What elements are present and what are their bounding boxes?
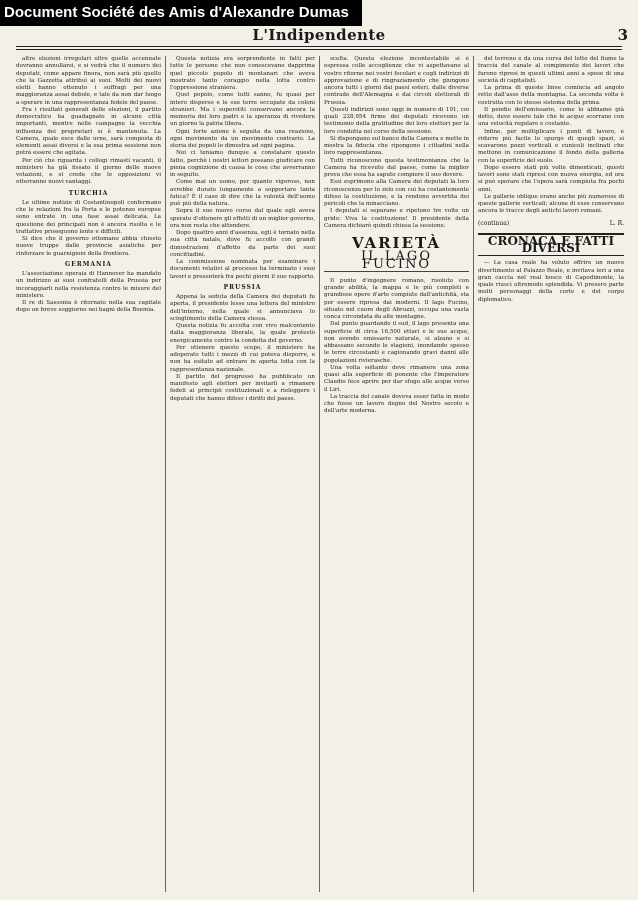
paragraph: Questi indirizzi sono oggi in numero di 191, coi quali 228,954 firme dei deputati ricevono un testimonio della gratitudine dei loro elettori per la loro condotta nel corso della sessione. bbox=[324, 106, 469, 135]
paragraph: Questa notizia fu accolta con vivo malcontento dalla maggioranza liberale, la quale protestò energicamente contro la condotta del governo. bbox=[170, 323, 315, 344]
paragraph: del terreno e da una curva del letto del fiume la traccia del canale al compimento dei lavori che furono ripresi in questi ultimi anni a spese di una società di capitalisti. bbox=[478, 56, 624, 84]
paragraph: Dal punto guardando il sud, il lago presenta una superficie di circa 16,500 ettari e le sue acque, non avendo emissario naturale, si alzano e si abbassano secondo le stagioni, inondando spesso le terre circostanti e cagionando gravi danni alle popolazioni rivierasche. bbox=[324, 321, 469, 364]
column-1 bbox=[12, 56, 166, 892]
section-heading-turkey: TURCHIA bbox=[68, 189, 109, 197]
paragraph: Tutti riconoscono questa testimonianza che la Camera ha ricevuto dal paese, come la miglior prova che essa ha saputo compiere il suo dovere. bbox=[324, 157, 469, 178]
column-3 bbox=[320, 56, 474, 892]
header-rule bbox=[16, 46, 622, 47]
section-heading-germany: GERMANIA bbox=[65, 260, 112, 268]
paragraph: Appena la seduta della Camera dei deputati fu aperta, il presidente lesse una lettera del ministro dell'interno, nella quale si annunciava lo scioglimento della Camera stessa. bbox=[170, 294, 315, 322]
watermark-banner: Document Société des Amis d'Alexandre Dumas bbox=[0, 0, 362, 26]
section-heading-cronaca: CRONACA E FATTI DIVERSI bbox=[478, 233, 624, 257]
paragraph: Dopo quattro anni d'assenza, egli è tornato nella sua città natale, dove fu accolto con grandi dimostrazioni d'affetto da parte dei suoi concittadini. bbox=[170, 230, 315, 258]
paragraph: — La casa reale ha voluto offrire un nuovo divertimento al Palazzo Reale, e invitava ieri a una gran caccia nel real bosco di Capodimonte, la quale riuscì oltremodo splendida. Vi presero parte molti personaggi della corte e del corpo diplomatico. bbox=[478, 260, 624, 303]
newspaper-columns bbox=[12, 56, 630, 892]
article-footer bbox=[478, 220, 624, 227]
paragraph: scelta. Questa elezione incontestabile si è espressa colle accoglienze che vi aspettavano al vostro ritorno nei vostri focolari e cogli indirizzi di approvazione e di ringraziamento che giungono ancora tutti i giorni dai paesi esteri, dalle diverse contrade dell'Alemagna e dai circoli elettorali di Prussia. bbox=[324, 56, 469, 106]
paragraph: Il punto d'ingegnere romano, risoluto con grande abilità, la mappa e le più completi e grandiose opere d'arte compiute dall'antichità, sta per essere ripresa dai moderni. Il lago Fucino, situato nel cuore degli Abruzzi, occupa una vasta conca circondata da alte montagne. bbox=[324, 277, 469, 320]
paragraph: Fra i risultati generali delle elezioni, il partito democratico ha guadagnato in alcune città importanti, mentre nelle campagne la vecchia influenza dei proprietari si è mantenuta. La Camera, quale esce dalle urne, sarà composta di elementi assai diversi e la sua prima sessione non potrà essere che agitata. bbox=[16, 106, 161, 157]
paragraph: Quel popolo, come tutti sanno, fu quasi per intero disperso e le sue terre occupate da coloni stranieri. Ma i superstiti conservano ancora la memoria dei loro padri e la speranza di rivedere un giorno la patria libera. bbox=[170, 92, 315, 128]
paragraph: Si dice che il governo ottomano abbia chiesto nuove truppe dalle provincie asiatiche per rinforzare le guarnigioni della frontiera. bbox=[16, 236, 161, 257]
paragraph: Noi ci teniamo dunque a constatare questo fatto, perchè i nostri lettori possano giudicare con piena cognizione di causa le cose che avverranno in seguito. bbox=[170, 150, 315, 178]
page-number: 3 bbox=[617, 26, 628, 44]
paragraph: Per ciò che riguarda i collegi rimasti vacanti, il ministero ha già fissato il giorno delle nuove votazioni, e si crede che le opposizioni vi otterranno nuovi vantaggi. bbox=[16, 157, 161, 186]
header-rule-thin bbox=[16, 49, 622, 50]
paragraph: Le gallerie oblique erano anche più numerose di queste gallerie verticali; alcune di esse conservano ancora le tracce degli antichi lavori romani. bbox=[478, 193, 624, 215]
paragraph: Per ottenere questo scopo, il ministero ha adoperato tutti i mezzi di cui poteva disporre, e non ha esitato ad entrare in aperta lotta con la rappresentanza nazionale. bbox=[170, 344, 315, 373]
paragraph: L'associazione operaia di Hannover ha mandato un indirizzo ai suoi confratelli della Prussia per incoraggiarli nella resistenza contro le misure del ministero. bbox=[16, 271, 161, 299]
paragraph: La prima di queste linee comincia ad angolo retto dall'asse della montagna. La seconda volta è costruita con lo stesso sistema della prima. bbox=[478, 85, 624, 106]
paragraph: I deputati si separano e ripetono tre volte un grido: Viva la costituzione! Il presidente della Camera dichiarò quindi chiusa la sessione. bbox=[324, 208, 469, 229]
paragraph: Una volta soltanto deve rimanere una zona quasi alla superficie di ponente che l'imperatore Claudio fece aprire per dar sfogo alle acque verso il Liri. bbox=[324, 364, 469, 393]
paragraph: Il partito del progresso ha pubblicato un manifesto agli elettori per invitarli a rimanere fedeli ai principii costituzionali e a rieleggere i deputati che hanno difeso i diritti del paese. bbox=[170, 373, 315, 402]
continued-label: (continua) bbox=[478, 219, 510, 227]
paragraph: La commissione nominata per esaminare i documenti relativi al processo ha terminato i suoi lavori e presenterà fra pochi giorni il suo rapporto. bbox=[170, 259, 315, 280]
journal-title: L'Indipendente bbox=[252, 26, 386, 44]
paragraph: Essi esprimono alla Camera dei deputati la loro riconoscenza per lo zelo con cui ha costantemente difeso la costituzione, e la rendono avvertita dei pericoli che la minacciano. bbox=[324, 179, 469, 207]
paragraph: Ogni forte azione è seguita da una reazione, ogni movimento da un movimento contrario. La storia dei popoli lo dimostra ad ogni pagina. bbox=[170, 128, 315, 149]
paragraph: Come mai un uomo, per quanto vigoroso, non avrebbe durato lungamente a sopportare tanta fatica? È il caso di dire che la volontà dell'uomo può più della natura. bbox=[170, 179, 315, 207]
paragraph: Il re di Sassonia è ritornato nella sua capitale dopo un breve soggiorno nei bagni della Boemia. bbox=[16, 300, 161, 314]
paragraph: Si dispongano sul banco della Camera e mette in mostra la fiducia che ripongono i cittadini nella loro rappresentanza. bbox=[324, 135, 469, 157]
article-title-lago-fucino: IL LAGO FUCINO bbox=[324, 253, 469, 272]
section-heading-varieta: VARIETÀ bbox=[351, 234, 441, 252]
column-4 bbox=[474, 56, 628, 892]
section-heading-prussia: PRUSSIA bbox=[223, 283, 262, 291]
paragraph: Infine, per moltiplicare i punti di lavoro, e ridurre più facile lo spurgo di quegli spazi, si scavarono pozzi verticali e cunicoli inclinati che mettono in comunicazione il fondo della galleria con la superficie del suolo. bbox=[478, 128, 624, 164]
column-2 bbox=[166, 56, 320, 892]
author-signature: L. R. bbox=[609, 219, 624, 227]
paragraph: Questa notizia era sorprendente in fatti per tutte le persone che non conoscevano dapprima quel piccolo popolo di montanari che aveva mostrato tanto coraggio nella lotta contro l'oppressione straniera. bbox=[170, 56, 315, 91]
paragraph: altre elezioni irregolari oltre quelle accennate dovranno annullarsi, e si vedrà che il numero dei deputati, come appare finora, non sarà più quello che la Gazzetta attribuì ai suoi. Molti dei nuovi eletti hanno ottenuto i suffragi per una maggioranza assai debole, e tale da non dar luogo a sperare in una rappresentanza fedele del paese. bbox=[16, 56, 161, 106]
paragraph: La traccia del canale doveva esser fatta in modo che fosse un lavoro degno del Nostro secolo e dell'arte moderna. bbox=[324, 393, 469, 415]
paragraph: Sopra il suo nuovo corso dal quale egli aveva sperato d'ottenere gli effetti di un miglior governo, ora non resta che attendere. bbox=[170, 208, 315, 229]
paragraph: Dopo essere stati più volte dimenticati, questi lavori sono stati ripresi con nuova energia, ed ora si può sperare che l'opera sarà compiuta fra pochi anni. bbox=[478, 164, 624, 193]
paragraph: Le ultime notizie di Costantinopoli confermano che le relazioni fra la Porta e le potenze europee sono entrate in una fase assai delicata. La questione dei principati non è ancora risolta e le trattative proseguono lente e difficili. bbox=[16, 199, 161, 235]
paragraph: Il pendio dell'emissario, come lo abbiamo già detto, deve essere tale che le acque scorrano con una velocità regolare e costante. bbox=[478, 106, 624, 128]
